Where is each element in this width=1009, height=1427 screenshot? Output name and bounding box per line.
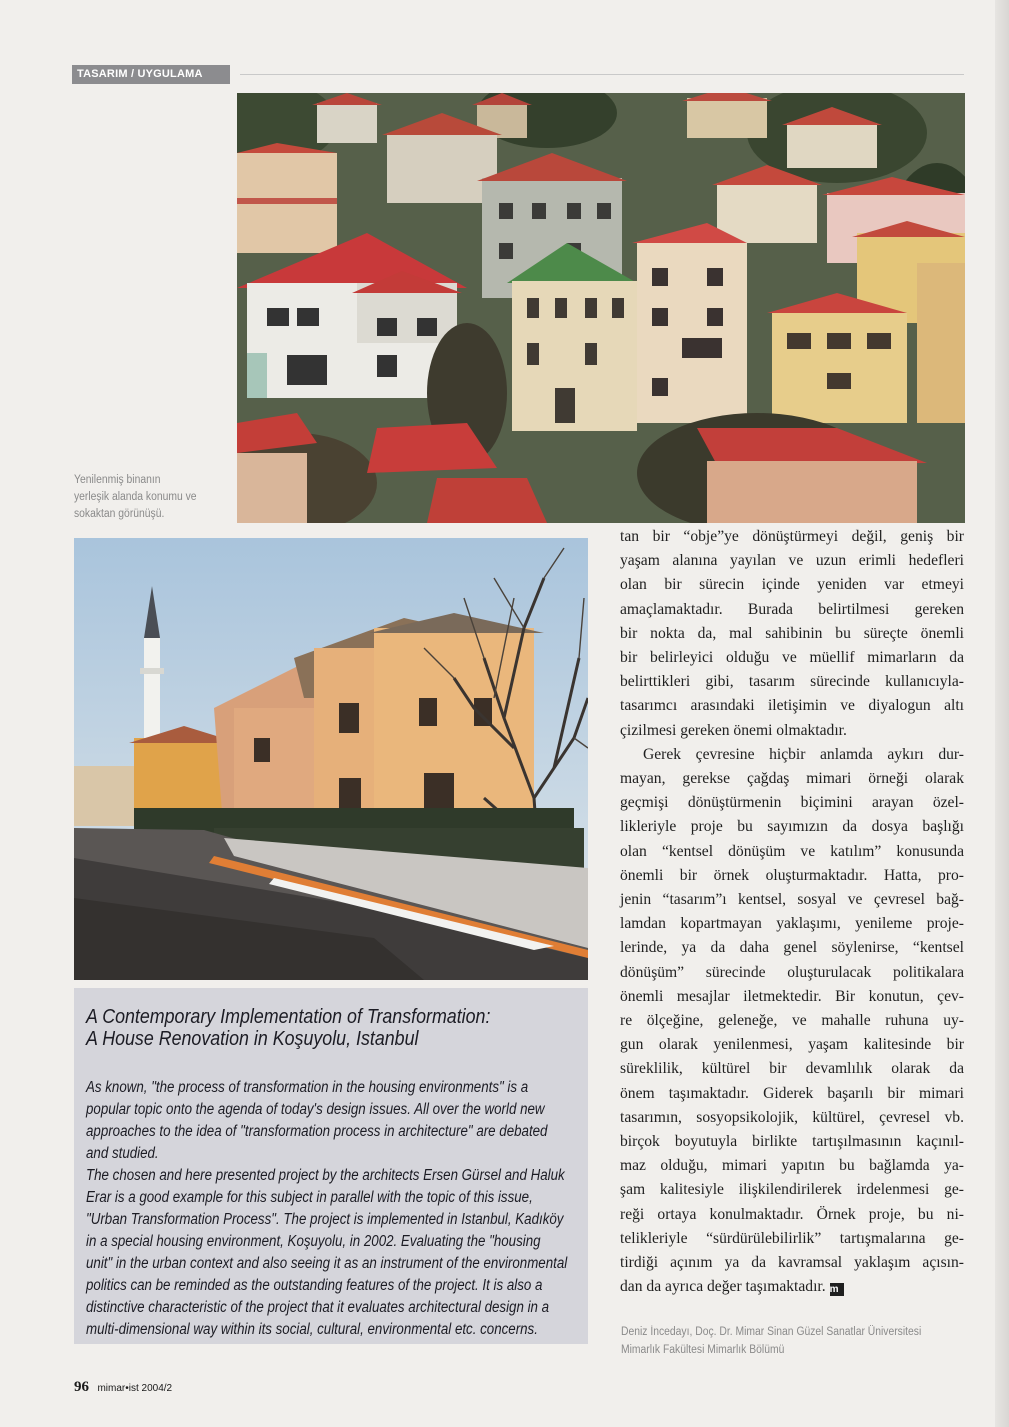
neighbourhood-photo xyxy=(237,93,965,523)
page-number: 96 xyxy=(74,1379,89,1395)
english-abstract xyxy=(74,988,588,1344)
section-tag: TASARIM / UYGULAMA xyxy=(72,65,230,84)
street-house-photo xyxy=(74,538,588,980)
page-footer xyxy=(74,1378,172,1396)
top-photo-caption: Yenilenmiş binanın yerleşik alanda konumu ve sokaktan görünüşü. xyxy=(74,474,197,520)
article-body xyxy=(620,525,964,1300)
abstract-text: As known, "the process of transformation in the housing environments" is a popular topic onto the agenda of today's design issues. All over the world new approaches to the idea of "transformation process in architecture" are debated and studied. The chosen and here presented project by the architects Ersen Gürsel and Haluk Erar is a good example for this subject in parallel with the topic of this issue, "Urban Transformation Process". The project is implemented in Istanbul, Kadıköy in a special housing environment, Koşuyolu, in 2002. Evaluating the "housing unit" in the urban context and also seeing it as an instrument of the environmental politics can be reminded as the outstanding features of the project. It is also a distinctive characteristic of the project that it evaluates architectural design in a multi-dimensional way within its social, cultural, environmental etc. concerns. xyxy=(86,1079,568,1338)
abstract-title: A Contemporary Implementation of Transformation: A House Renovation in Koşuyolu, Istanbul xyxy=(86,1005,491,1050)
author-credit: Deniz İncedayı, Doç. Dr. Mimar Sinan Güzel Sanatlar Üniversitesi Mimarlık Fakültesi Mimarlık Bölümü xyxy=(621,1326,922,1356)
body-paragraph-2: Gerek çevresine hiçbir anlamda aykırı dur- mayan, gerekse çağdaş mimari örneği olarak geçmişi dönüştürmenin biçimini arayan özel- likleriyle proje bu sayımızın da dosya başlığı olan “kentsel dönüşüm ve katılım” konusunda önemli bir örnek oluşturmaktadır. Hatta, pro- jenin “tasarım”ı kentsel, sosyal ve çevresel bağ- lamdan kopartmayan yaklaşımı, yenileme proje- lerinde, ya da daha genel söylenirse, “kentsel dönüşüm” sürecinde oluşturulacak politikalara önemli mesajlar iletmektedir. Bir konutun, çev- re ölçeğine, geleneğe, ve mahalle ruhuna uy- gun olarak yenilenmesi, yaşam kalitesinde bir süreklilik, kültürel bir devamlılık olarak da önem taşımaktadır. Giderek başarılı bir mimari tasarımın, sosyopsikolojik, kültürel, çevresel vb. birçok boyutuyla birlikte tartışılmasının kaçınıl- maz olduğu, mimari yapıtın bu bağlamda ya- şam kalitesiyle ilişkilendirilerek irdelenmesi ge- reği ortaya konulmaktadır. Örnek proje, bu ni- telikleriyle “sürdürülebilirlik” tartışmalarına ge- tirdiği açınım ya da kavramsal yaklaşım açısın- dan da ayrıca değer taşımaktadır. m xyxy=(620,745,964,1296)
page-edge xyxy=(995,0,1009,1427)
magazine-issue: mimar•ist 2004/2 xyxy=(97,1383,173,1394)
body-paragraph-1: tan bir “obje”ye dönüştürmeyi değil, geniş bir yaşam alanına yayılan ve uzun erimli hedefleri olan bir sürecin içinde yeniden var etmeyi amaçlamaktadır. Burada belirtilmesi gereken bir nokta da, mal sahibinin bu süreçte önemli bir belirleyici olduğu ve müellif mimarların da belirttikleri gibi, tasarım sürecinde kullanıcıyla- tasarımcı arasındaki iletişimin ve diyalogun altı çizilmesi gereken önemi olmaktadır. xyxy=(620,528,964,739)
magazine-end-mark-icon: m xyxy=(830,1283,844,1296)
header-rule xyxy=(240,74,964,75)
